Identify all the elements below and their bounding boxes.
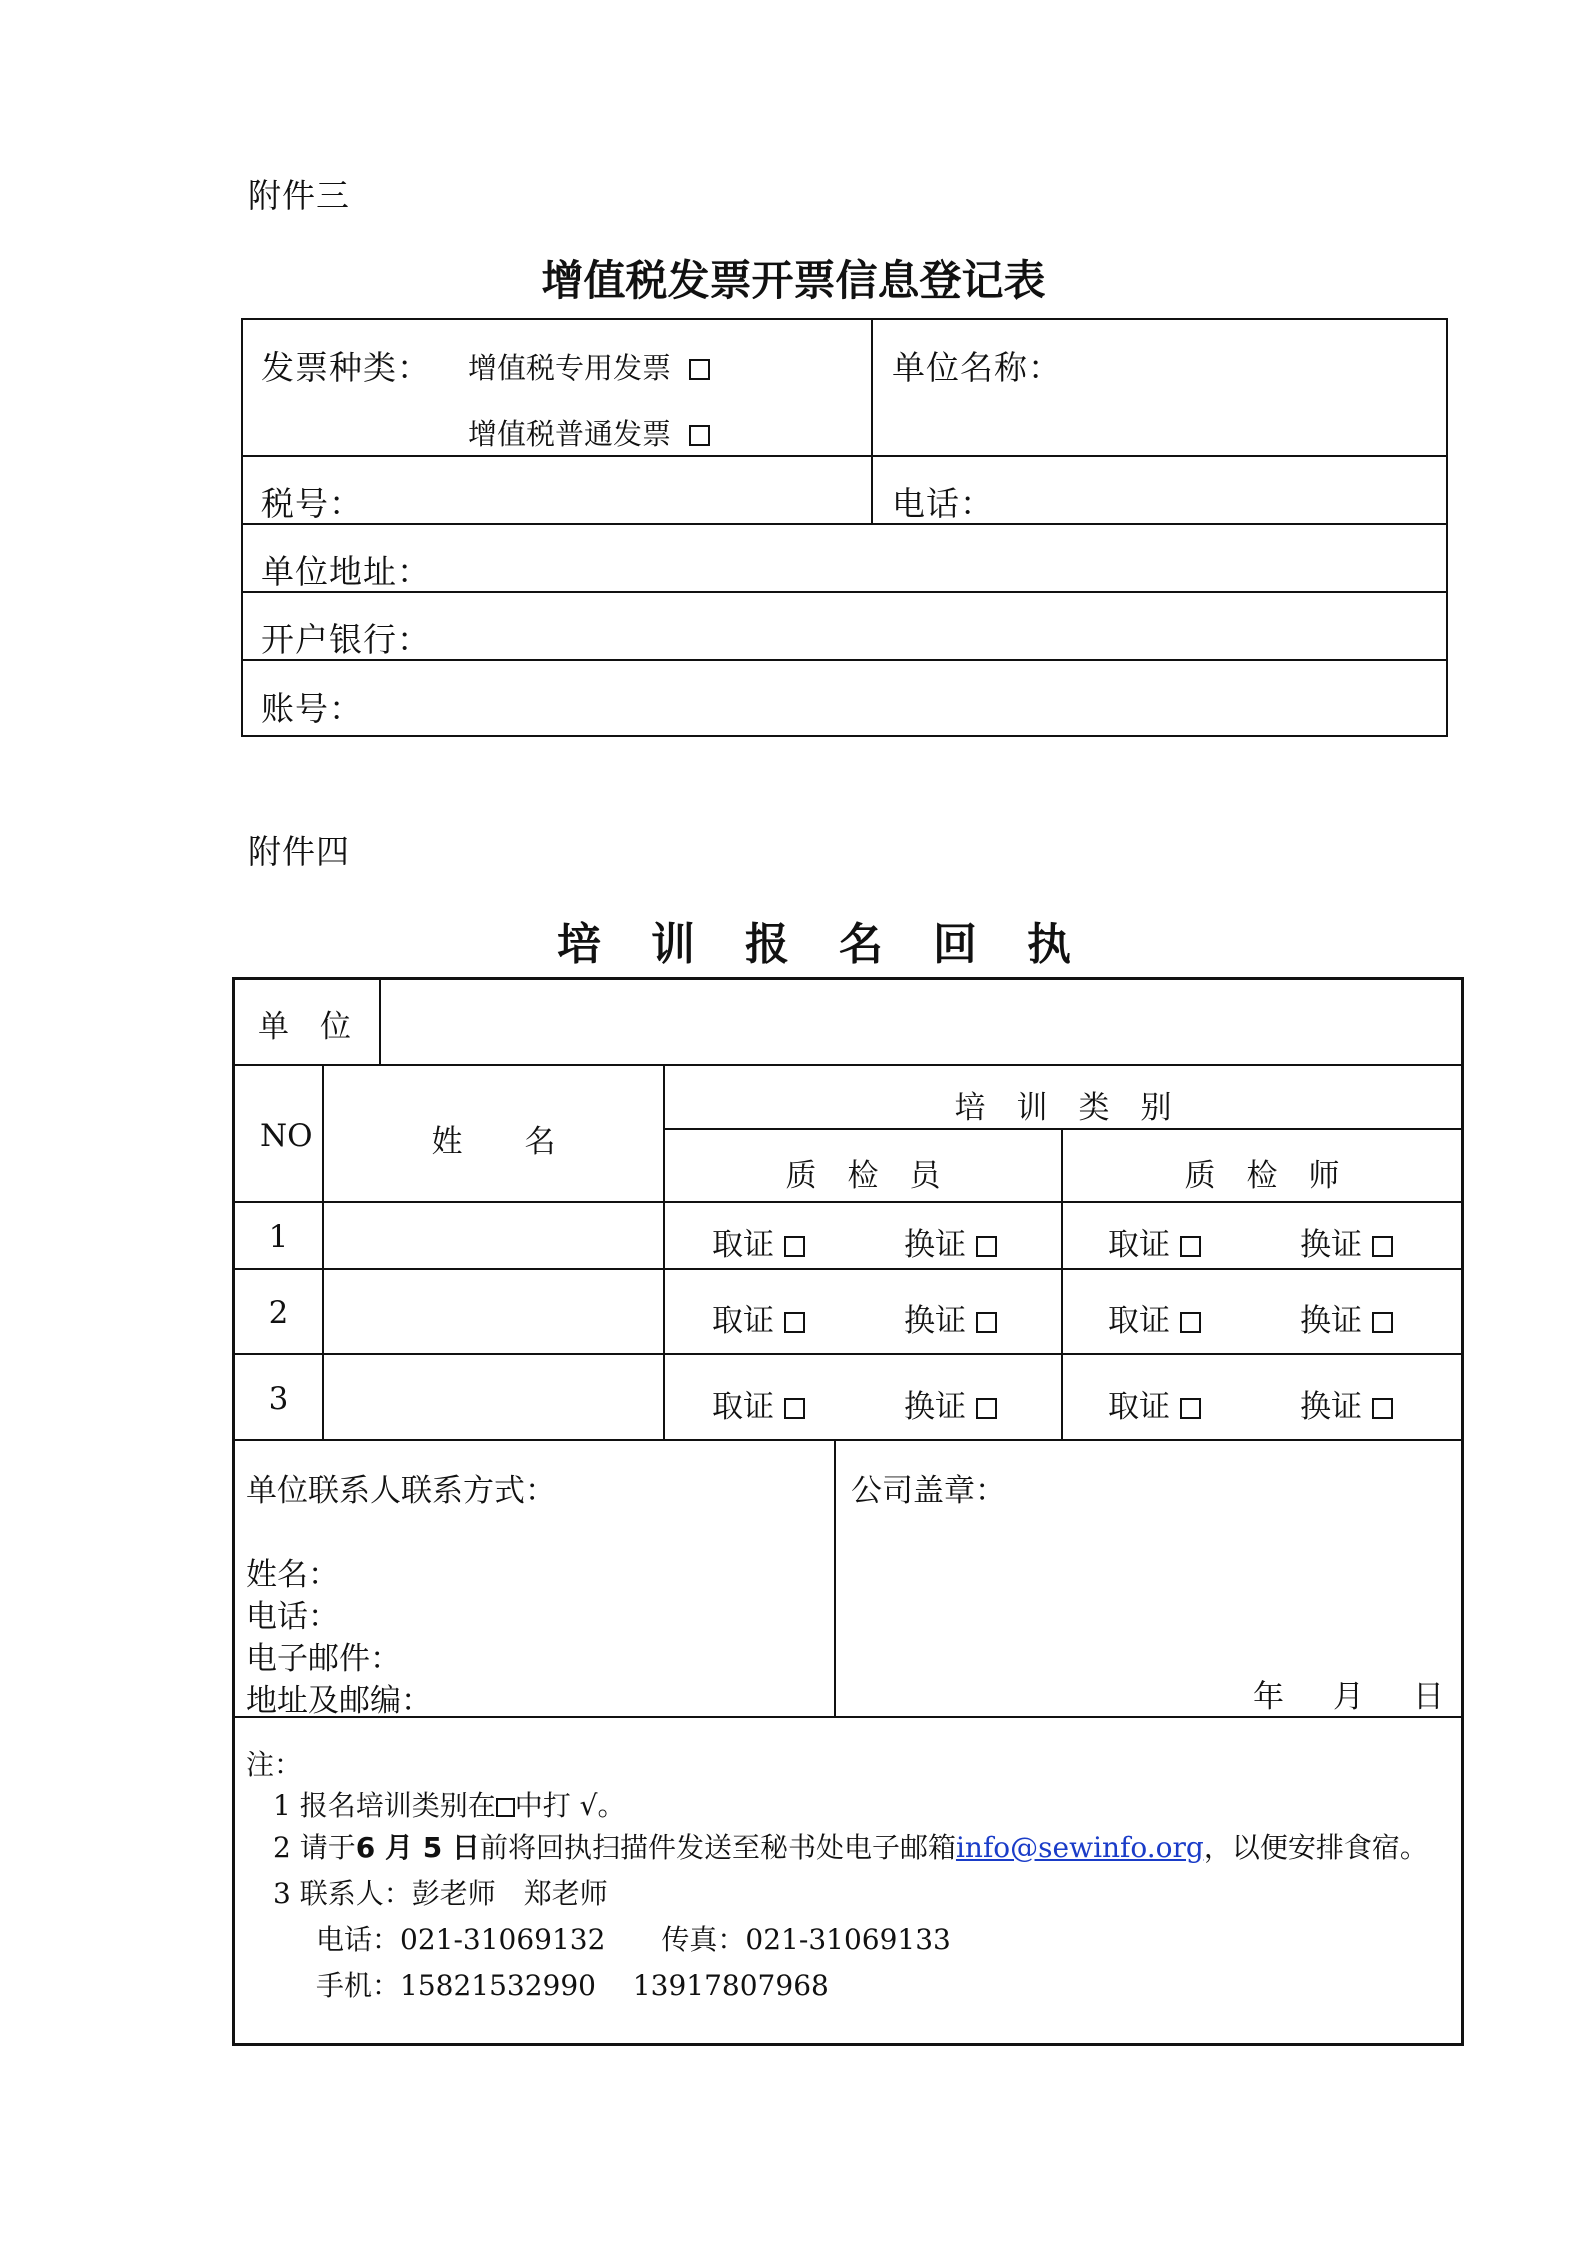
contact-address-label: 地址及邮编： xyxy=(246,1683,432,1719)
option-get-cert[interactable]: 取证 xyxy=(712,1381,805,1426)
training-category-header: 培 训 类 别 xyxy=(954,1090,1172,1126)
inspector-header: 质 检 员 xyxy=(785,1158,941,1194)
row-number: 1 xyxy=(268,1219,289,1255)
checkbox[interactable] xyxy=(976,1312,997,1333)
account-label: 账号： xyxy=(261,689,363,728)
option-get-cert[interactable]: 取证 xyxy=(1108,1295,1201,1340)
option-get-cert[interactable]: 取证 xyxy=(712,1295,805,1340)
option-renew-cert[interactable]: 换证 xyxy=(1300,1219,1393,1264)
invoice-type-label: 发票种类： xyxy=(261,348,431,387)
contact-email-label: 电子邮件： xyxy=(246,1641,401,1677)
date-month: 月 xyxy=(1333,1679,1364,1715)
engineer-header: 质 检 师 xyxy=(1184,1158,1340,1194)
checkbox[interactable] xyxy=(1372,1236,1393,1257)
note-1: 1 报名培训类别在 中打 √。 xyxy=(273,1789,626,1822)
checkbox[interactable] xyxy=(1372,1312,1393,1333)
contact-name-label: 姓名： xyxy=(246,1557,339,1593)
date-day: 日 xyxy=(1413,1679,1444,1715)
option-get-cert[interactable]: 取证 xyxy=(1108,1219,1201,1264)
date-year: 年 xyxy=(1253,1679,1284,1715)
bank-label: 开户银行： xyxy=(261,620,431,659)
row-number: 3 xyxy=(268,1381,289,1417)
contact-phone-label: 电话： xyxy=(246,1599,339,1635)
option-renew-cert[interactable]: 换证 xyxy=(1300,1381,1393,1426)
deadline-date: 6 月 5 日 xyxy=(355,1831,480,1864)
registration-receipt-title: 培训报名回执 xyxy=(557,919,1121,970)
option-get-cert[interactable]: 取证 xyxy=(1108,1381,1201,1426)
email-link[interactable]: info@sewinfo.org xyxy=(955,1831,1204,1864)
checkbox[interactable] xyxy=(784,1236,805,1257)
checkbox[interactable] xyxy=(1180,1236,1201,1257)
note-2: 2 请于6 月 5 日前将回执扫描件发送至秘书处电子邮箱info@sewinfo.org，以便安排食宿。 xyxy=(273,1831,1428,1864)
attachment-3-heading: 附件三 xyxy=(248,176,350,215)
option-special-invoice[interactable] xyxy=(468,346,710,387)
option-normal-invoice-label: 增值税普通发票 xyxy=(468,417,672,451)
phone-label: 电话： xyxy=(892,484,994,523)
checkbox[interactable] xyxy=(784,1398,805,1419)
option-renew-cert[interactable]: 换证 xyxy=(904,1381,997,1426)
option-special-invoice-label: 增值税专用发票 xyxy=(468,351,672,385)
name-header: 姓 名 xyxy=(431,1124,556,1160)
invoice-form-title: 增值税发票开票信息登记表 xyxy=(541,256,1046,305)
checkbox[interactable] xyxy=(1180,1398,1201,1419)
option-renew-cert[interactable]: 换证 xyxy=(1300,1295,1393,1340)
company-seal-label: 公司盖章： xyxy=(851,1473,1006,1509)
unit-address-label: 单位地址： xyxy=(261,552,431,591)
row-number: 2 xyxy=(268,1295,289,1331)
checkbox[interactable] xyxy=(1372,1398,1393,1419)
tax-number-label: 税号： xyxy=(261,484,363,523)
option-get-cert[interactable]: 取证 xyxy=(712,1219,805,1264)
unit-name-label: 单位名称： xyxy=(892,348,1062,387)
special-invoice-checkbox[interactable] xyxy=(689,359,710,380)
unit-input[interactable] xyxy=(381,979,1461,1064)
checkbox[interactable] xyxy=(976,1398,997,1419)
unit-label: 单 位 xyxy=(258,1009,351,1045)
contact-mobile: 手机：15821532990 13917807968 xyxy=(316,1969,829,2002)
option-renew-cert[interactable]: 换证 xyxy=(904,1295,997,1340)
note-3: 3 联系人：彭老师 郑老师 xyxy=(273,1877,608,1910)
checkbox-symbol xyxy=(496,1798,515,1817)
notes-title: 注： xyxy=(246,1748,303,1781)
attachment-4-heading: 附件四 xyxy=(248,832,350,871)
option-normal-invoice[interactable] xyxy=(468,412,710,453)
contact-title: 单位联系人联系方式： xyxy=(246,1473,556,1509)
no-header: NO xyxy=(260,1118,313,1154)
contact-tel-fax: 电话：021-31069132 传真：021-31069133 xyxy=(316,1923,951,1956)
normal-invoice-checkbox[interactable] xyxy=(689,425,710,446)
option-renew-cert[interactable]: 换证 xyxy=(904,1219,997,1264)
checkbox[interactable] xyxy=(1180,1312,1201,1333)
checkbox[interactable] xyxy=(976,1236,997,1257)
checkbox[interactable] xyxy=(784,1312,805,1333)
